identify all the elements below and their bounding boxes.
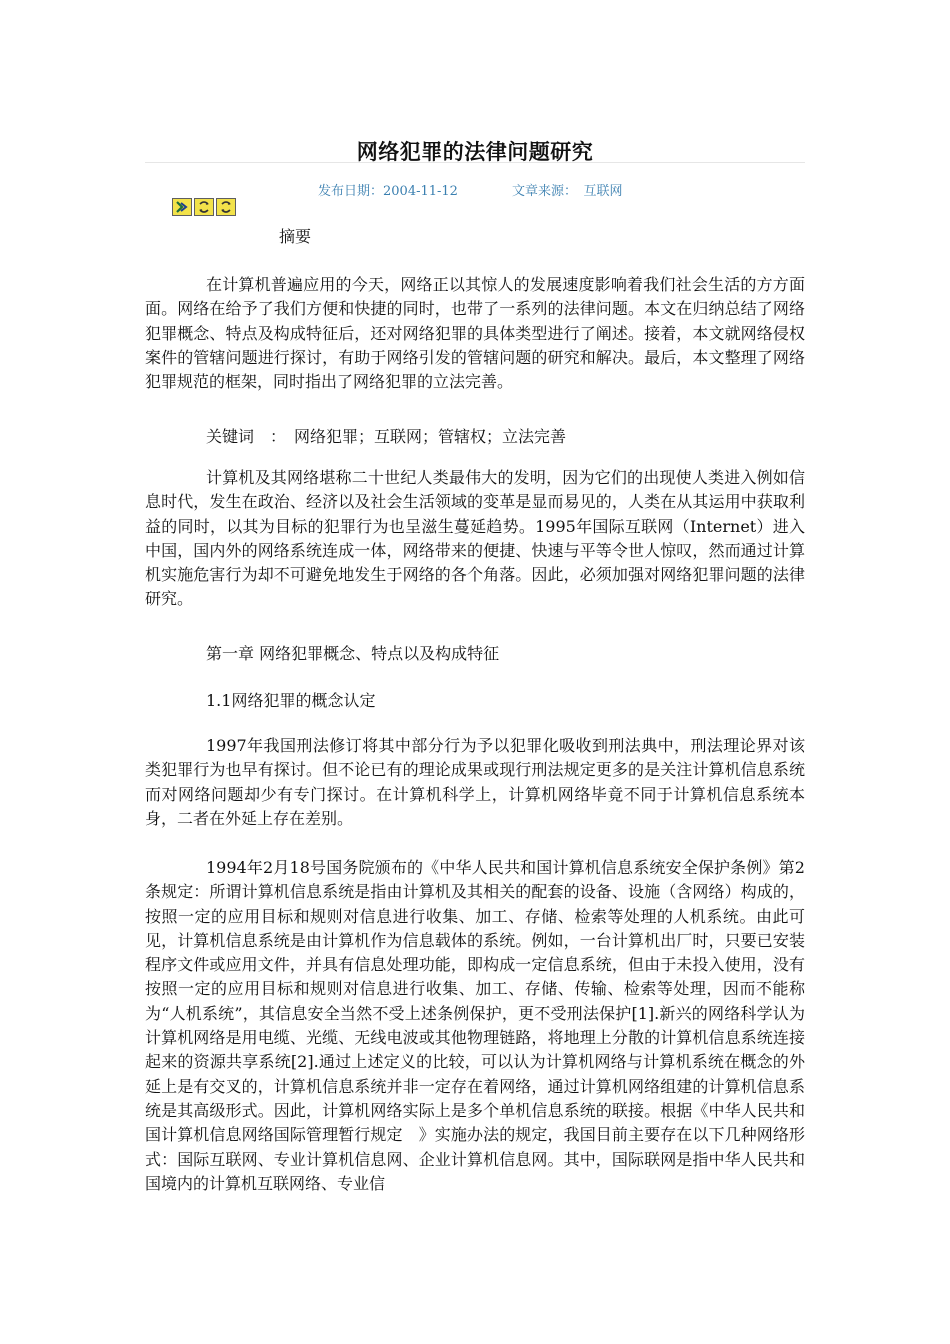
- article-source: 文章来源： 互联网: [512, 184, 623, 199]
- refresh-icon: [197, 200, 211, 214]
- chapter-heading: 第一章 网络犯罪概念、特点以及构成特征: [206, 644, 500, 663]
- body-paragraph-1: 1997年我国刑法修订将其中部分行为予以犯罪化吸收到刑法典中，刑法理论界对该类犯罪行为也早有探讨。但不论已有的理论成果或现行刑法规定更多的是关注计算机信息系统而对网络问题却少有专门探讨。在计算机科学上，计算机网络毕竟不同于计算机信息系统本身，二者在外延上存在差别。: [145, 736, 805, 828]
- body-paragraph-2: 1994年2月18号国务院颁布的《中华人民共和国计算机信息系统安全保护条例》第2条规定：所谓计算机信息系统是指由计算机及其相关的配套的设备、设施（含网络）构成的，按照一定的应用目标和规则对信息进行收集、加工、存储、检索等处理的人机系统。由此可见，计算机信息系统是由计算机作为信息载体的系统。例如，一台计算机出厂时，只要已安装程序文件或应用文件，并具有信息处理功能，即构成一定信息系统，但由于未投入使用，没有按照一定的应用目标和规则对信息进行收集、加工、存储、传输、检索等处理，因而不能称为“人机系统”，其信息安全当然不受上述条例保护，更不受刑法保护[1].新兴的网络科学认为计算机网络是用电缆、光缆、无线电波或其他物理链路，将地理上分散的计算机信息系统连接起来的资源共享系统[2].通过上述定义的比较，可以认为计算机网络与计算机系统在概念的外延上是有交叉的，计算机信息系统并非一定存在着网络，通过计算机网络组建的计算机信息系统是其高级形式。因此，计算机网络实际上是多个单机信息系统的联接。根据《中华人民共和国计算机信息网络国际管理暂行规定 》实施办法的规定，我国目前主要存在以下几种网络形式：国际互联网、专业计算机信息网、企业计算机信息网。其中，国际联网是指中华人民共和国境内的计算机互联网络、专业信: [145, 858, 805, 1193]
- share-icon: [175, 200, 189, 214]
- refresh-button-2[interactable]: [216, 198, 236, 216]
- intro-paragraph: 计算机及其网络堪称二十世纪人类最伟大的发明，因为它们的出现使人类进入例如信息时代，发生在政治、经济以及社会生活领域的变革是显而易见的，人类在从其运用中获取利益的同时，以其为目标的犯罪行为也呈滋生蔓延趋势。1995年国际互联网（Internet）进入中国，国内外的网络系统连成一体，网络带来的便捷、快速与平等令世人惊叹，然而通过计算机实施危害行为却不可避免地发生于网络的各个角落。因此，必须加强对网络犯罪问题的法律研究。: [145, 468, 805, 609]
- refresh-icon: [219, 200, 233, 214]
- refresh-button-1[interactable]: [194, 198, 214, 216]
- abstract-heading: 摘要: [279, 227, 312, 246]
- publish-date: 发布日期：2004-11-12: [318, 184, 458, 199]
- title-divider: [145, 162, 805, 163]
- share-button[interactable]: [172, 198, 192, 216]
- article-toolbar: [172, 198, 236, 216]
- section-heading: 1.1网络犯罪的概念认定: [206, 691, 376, 710]
- page-title: 网络犯罪的法律问题研究: [356, 139, 594, 164]
- abstract-paragraph: 在计算机普遍应用的今天，网络正以其惊人的发展速度影响着我们社会生活的方方面面。网络在给予了我们方便和快捷的同时，也带了一系列的法律问题。本文在归纳总结了网络犯罪概念、特点及构成特征后，还对网络犯罪的具体类型进行了阐述。接着，本文就网络侵权案件的管辖问题进行探讨，有助于网络引发的管辖问题的研究和解决。最后，本文整理了网络犯罪规范的框架，同时指出了网络犯罪的立法完善。: [145, 275, 805, 392]
- keywords: 关键词 ： 网络犯罪；互联网；管辖权；立法完善: [206, 427, 567, 446]
